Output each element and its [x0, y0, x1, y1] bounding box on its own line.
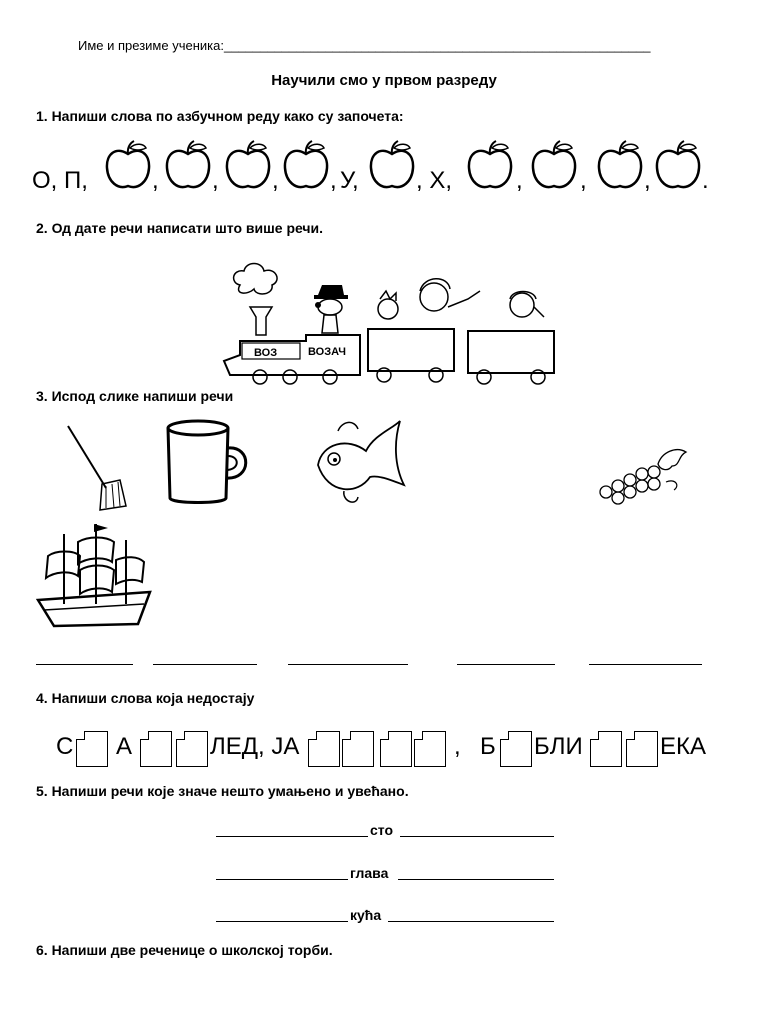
answer-blank-fish[interactable]: [288, 652, 408, 665]
augmentative-blank[interactable]: [398, 865, 554, 880]
diminutive-blank[interactable]: [216, 907, 348, 922]
apple-icon[interactable]: [224, 140, 272, 192]
augmentative-blank[interactable]: [388, 907, 554, 922]
apple-icon[interactable]: [104, 140, 152, 192]
student-name-line[interactable]: Име и презиме ученика:___________________________________________________________: [78, 38, 651, 53]
letter-a: А: [116, 733, 133, 760]
task-3-heading: 3. Испод слике напиши речи: [36, 388, 234, 404]
letter-u: У,: [340, 167, 359, 194]
base-word: кућа: [350, 907, 382, 923]
comma: ,: [152, 167, 159, 194]
comma: ,: [272, 167, 279, 194]
base-word: глава: [350, 865, 389, 881]
task-1-heading: 1. Напиши слова по азбучном реду како су започета:: [36, 108, 404, 124]
engine-word: ВОЗ: [254, 347, 278, 359]
comma: ,: [212, 167, 219, 194]
broom-icon: [62, 422, 132, 512]
text-eka: ЕКА: [660, 733, 706, 760]
apple-icon[interactable]: [530, 140, 578, 192]
letter-box[interactable]: [590, 731, 622, 767]
answer-blank-ship[interactable]: [589, 652, 702, 665]
page-title: Научили смо у првом разреду: [271, 72, 497, 89]
letter-s: С: [56, 733, 74, 760]
word-line-glava: [0, 865, 768, 885]
augmentative-blank[interactable]: [400, 822, 554, 837]
text-bli: БЛИ: [534, 733, 583, 760]
ship-icon: [34, 520, 154, 632]
answer-blank-grapes[interactable]: [457, 652, 555, 665]
alphabet-start: О, П,: [32, 167, 88, 194]
period: .: [702, 167, 709, 194]
letter-box[interactable]: [626, 731, 658, 767]
task-5-heading: 5. Напиши речи које значе нешто умањено и увећано.: [36, 783, 409, 799]
fish-icon: [308, 415, 408, 510]
answer-blank-broom[interactable]: [36, 652, 133, 665]
letter-box[interactable]: [342, 731, 374, 767]
letter-box[interactable]: [140, 731, 172, 767]
diminutive-blank[interactable]: [216, 822, 368, 837]
missing-letters-row: [0, 725, 768, 771]
apple-icon[interactable]: [654, 140, 702, 192]
comma: ,: [454, 733, 461, 760]
train-illustration: [210, 255, 560, 385]
apple-icon[interactable]: [282, 140, 330, 192]
word-line-sto: [0, 822, 768, 842]
apple-icon[interactable]: [368, 140, 416, 192]
diminutive-blank[interactable]: [216, 865, 348, 880]
task-4-heading: 4. Напиши слова која недостају: [36, 690, 255, 706]
letter-box[interactable]: [500, 731, 532, 767]
apple-icon[interactable]: [164, 140, 212, 192]
letter-box[interactable]: [176, 731, 208, 767]
task-2-heading: 2. Од дате речи написати што више речи.: [36, 220, 324, 236]
apple-icon[interactable]: [466, 140, 514, 192]
task-6-heading: 6. Напиши две реченице о школској торби.: [36, 942, 333, 958]
letter-box[interactable]: [308, 731, 340, 767]
word-line-kuca: [0, 907, 768, 927]
letter-box[interactable]: [76, 731, 108, 767]
mug-icon: [160, 418, 255, 508]
text-led-ja: ЛЕД, ЈА: [210, 733, 300, 760]
comma: ,: [644, 167, 651, 194]
car-word: ВОЗАЧ: [308, 346, 346, 358]
comma: ,: [580, 167, 587, 194]
apple-icon[interactable]: [596, 140, 644, 192]
base-word: сто: [370, 822, 394, 838]
comma: ,: [330, 167, 337, 194]
alphabet-row: [30, 140, 750, 200]
letter-box[interactable]: [414, 731, 446, 767]
answer-blank-mug[interactable]: [153, 652, 257, 665]
letter-b: Б: [480, 733, 496, 760]
comma: ,: [516, 167, 523, 194]
letter-box[interactable]: [380, 731, 412, 767]
letter-h: , Х,: [416, 167, 453, 194]
grapes-icon: [596, 442, 691, 507]
